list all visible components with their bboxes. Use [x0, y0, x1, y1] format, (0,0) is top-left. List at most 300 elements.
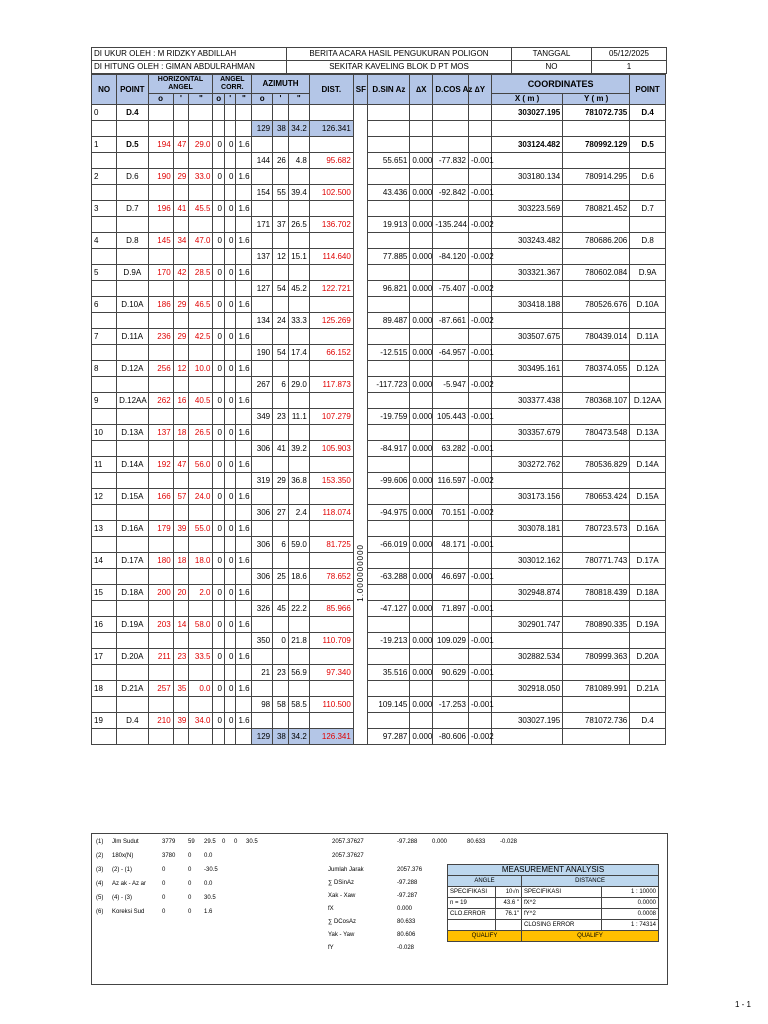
- empty-cell: [117, 505, 148, 521]
- empty-cell: [288, 233, 309, 249]
- empty-cell: [630, 377, 666, 393]
- empty-cell: [148, 601, 173, 617]
- horizontal-angle-min: [173, 105, 189, 121]
- empty-cell: [288, 585, 309, 601]
- angle-corr-min: [224, 105, 236, 121]
- empty-cell: [368, 713, 410, 729]
- empty-cell: [236, 153, 252, 169]
- empty-cell: [224, 121, 236, 137]
- azimuth-min: 27: [273, 505, 289, 521]
- empty-cell: [117, 377, 148, 393]
- horizontal-angle-deg: 166: [148, 489, 173, 505]
- empty-cell: [433, 169, 469, 185]
- empty-cell: [92, 121, 117, 137]
- empty-cell: [273, 201, 289, 217]
- empty-cell: [410, 617, 433, 633]
- empty-cell: [189, 697, 213, 713]
- unit-min: ': [224, 94, 236, 105]
- angle-corr-min: 0: [224, 617, 236, 633]
- empty-cell: [213, 377, 225, 393]
- horizontal-angle-deg: 256: [148, 361, 173, 377]
- empty-cell: [410, 393, 433, 409]
- date-value: 05/12/2025: [592, 48, 667, 61]
- point-no: 19: [92, 713, 117, 729]
- empty-cell: [492, 377, 563, 393]
- empty-cell: [173, 217, 189, 233]
- total-distance: 2057.37627: [332, 839, 364, 845]
- summary-c: 1.6: [204, 909, 213, 915]
- point-row: [92, 681, 666, 697]
- empty-cell: [213, 697, 225, 713]
- point-row: [92, 233, 666, 249]
- angle-corr-sec: 1.6: [236, 457, 252, 473]
- empty-cell: [224, 569, 236, 585]
- d-sin-az: -66.019: [368, 537, 410, 553]
- empty-cell: [236, 281, 252, 297]
- empty-cell: [630, 249, 666, 265]
- horizontal-angle-min: 29: [173, 169, 189, 185]
- empty-cell: [117, 729, 148, 745]
- coord-y: 780890.335: [563, 617, 630, 633]
- horizontal-angle-sec: 42.5: [189, 329, 213, 345]
- empty-cell: [213, 345, 225, 361]
- empty-cell: [368, 489, 410, 505]
- empty-cell: [148, 537, 173, 553]
- point-name: D.16A: [117, 521, 148, 537]
- empty-cell: [92, 537, 117, 553]
- point-name-right: D.15A: [630, 489, 666, 505]
- point-name: D.19A: [117, 617, 148, 633]
- summary-panel: [91, 833, 668, 985]
- empty-cell: [117, 345, 148, 361]
- horizontal-angle-min: 39: [173, 713, 189, 729]
- empty-cell: [563, 345, 630, 361]
- angle-corr-sec: 1.6: [236, 585, 252, 601]
- point-name-right: D.21A: [630, 681, 666, 697]
- point-name-right: D.19A: [630, 617, 666, 633]
- angle-corr-min: 0: [224, 329, 236, 345]
- azimuth-deg: 326: [252, 601, 273, 617]
- empty-cell: [224, 537, 236, 553]
- horizontal-angle-sec: 29.0: [189, 137, 213, 153]
- point-name-right: D.18A: [630, 585, 666, 601]
- empty-cell: [224, 409, 236, 425]
- empty-cell: [213, 249, 225, 265]
- empty-cell: [189, 441, 213, 457]
- angle-corr-deg: 0: [213, 137, 225, 153]
- delta-x: 0.000: [410, 569, 433, 585]
- angle-corr-sec: 1.6: [236, 393, 252, 409]
- empty-cell: [236, 441, 252, 457]
- coord-x: 302901.747: [492, 617, 563, 633]
- angle-corr-min: 0: [224, 649, 236, 665]
- empty-cell: [236, 665, 252, 681]
- leg-row: [92, 249, 666, 265]
- empty-cell: [288, 137, 309, 153]
- point-name: D.6: [117, 169, 148, 185]
- distance: 153.350: [309, 473, 353, 489]
- delta-y: -0.002: [468, 729, 491, 745]
- empty-cell: [288, 361, 309, 377]
- empty-cell: [410, 169, 433, 185]
- col-coordinates: COORDINATES: [492, 75, 630, 94]
- point-name-right: D.7: [630, 201, 666, 217]
- empty-cell: [236, 633, 252, 649]
- delta-y: [468, 121, 491, 137]
- empty-cell: [309, 361, 353, 377]
- empty-cell: [468, 553, 491, 569]
- azimuth-sec: 58.5: [288, 697, 309, 713]
- empty-cell: [309, 329, 353, 345]
- empty-cell: [309, 233, 353, 249]
- azimuth-min: 12: [273, 249, 289, 265]
- azimuth-sec: 2.4: [288, 505, 309, 521]
- coord-x: 303173.156: [492, 489, 563, 505]
- distance: 110.709: [309, 633, 353, 649]
- delta-y: -0.001: [468, 665, 491, 681]
- delta-x: 0.000: [410, 665, 433, 681]
- horizontal-angle-sec: 24.0: [189, 489, 213, 505]
- point-row: [92, 393, 666, 409]
- empty-cell: [563, 249, 630, 265]
- empty-cell: [224, 473, 236, 489]
- empty-cell: [213, 281, 225, 297]
- d-sin-az: -12.515: [368, 345, 410, 361]
- closing-error-angle: 76.1": [496, 909, 522, 920]
- empty-cell: [288, 681, 309, 697]
- empty-cell: [288, 457, 309, 473]
- empty-cell: [148, 249, 173, 265]
- angle-corr-min: 0: [224, 425, 236, 441]
- leg-row: [92, 601, 666, 617]
- empty-cell: [288, 649, 309, 665]
- report-title: BERITA ACARA HASIL PENGUKURAN POLIGON: [287, 48, 512, 61]
- point-no: 17: [92, 649, 117, 665]
- empty-cell: [630, 505, 666, 521]
- empty-cell: [309, 425, 353, 441]
- point-no: 14: [92, 553, 117, 569]
- point-name: D.13A: [117, 425, 148, 441]
- azimuth-min: 54: [273, 345, 289, 361]
- empty-cell: [252, 457, 273, 473]
- angle-corr-sec: [236, 105, 252, 121]
- horizontal-angle-min: 47: [173, 137, 189, 153]
- summary-n: (3): [96, 867, 104, 873]
- empty-cell: [630, 569, 666, 585]
- point-name-right: D.14A: [630, 457, 666, 473]
- summary-label: Jlm Sudut: [112, 839, 139, 845]
- leg-row: [92, 281, 666, 297]
- empty-cell: [213, 537, 225, 553]
- delta-y: -0.001: [468, 569, 491, 585]
- azimuth-sec: 33.3: [288, 313, 309, 329]
- delta-x: [410, 121, 433, 137]
- scale-factor-value: 1.000000000: [355, 544, 365, 602]
- point-row: [92, 137, 666, 153]
- summary-b: 59: [188, 839, 195, 845]
- empty-cell: [433, 553, 469, 569]
- point-name-right: D.5: [630, 137, 666, 153]
- azimuth-min: 38: [273, 121, 289, 137]
- coord-x: 303078.181: [492, 521, 563, 537]
- empty-cell: [117, 217, 148, 233]
- d-sin-az: -94.975: [368, 505, 410, 521]
- empty-cell: [468, 489, 491, 505]
- angle-corr-deg: 0: [213, 617, 225, 633]
- azimuth-deg: 129: [252, 729, 273, 745]
- distance-spec-value: 1 : 10000: [602, 887, 659, 898]
- azimuth-deg: 349: [252, 409, 273, 425]
- delta-x: 0.000: [410, 409, 433, 425]
- delta-x: 0.000: [410, 601, 433, 617]
- horizontal-angle-min: 29: [173, 297, 189, 313]
- delta-y: -0.001: [468, 633, 491, 649]
- summary-c: 0.0: [204, 853, 213, 859]
- leg-row: [92, 153, 666, 169]
- azimuth-deg: 21: [252, 665, 273, 681]
- point-name-right: D.17A: [630, 553, 666, 569]
- horizontal-angle-sec: 40.5: [189, 393, 213, 409]
- azimuth-sec: 45.2: [288, 281, 309, 297]
- leg-row: [92, 313, 666, 329]
- empty-cell: [410, 201, 433, 217]
- angle-corr-min: 0: [224, 713, 236, 729]
- summary-b: 0: [188, 909, 192, 915]
- empty-cell: [173, 665, 189, 681]
- calculator-label: DI HITUNG OLEH : GIMAN ABDULRAHMAN: [92, 61, 287, 74]
- calc-label: ∑ DSinAz: [328, 880, 354, 886]
- point-no: 8: [92, 361, 117, 377]
- empty-cell: [92, 185, 117, 201]
- empty-cell: [189, 505, 213, 521]
- distance: 110.500: [309, 697, 353, 713]
- distance: 97.340: [309, 665, 353, 681]
- empty-cell: [213, 569, 225, 585]
- empty-cell: [288, 169, 309, 185]
- summary-b: 0: [188, 881, 192, 887]
- point-name-right: D.4: [630, 713, 666, 729]
- delta-x: 0.000: [410, 281, 433, 297]
- angle-corr-sec: 1.6: [236, 201, 252, 217]
- d-sin-az: 77.885: [368, 249, 410, 265]
- fx2-value: 0.0000: [602, 898, 659, 909]
- empty-cell: [117, 185, 148, 201]
- empty-cell: [433, 393, 469, 409]
- empty-cell: [630, 473, 666, 489]
- angle-corr-deg: 0: [213, 521, 225, 537]
- horizontal-angle-deg: 257: [148, 681, 173, 697]
- delta-y: -0.002: [468, 505, 491, 521]
- empty-cell: [224, 281, 236, 297]
- horizontal-angle-sec: 47.0: [189, 233, 213, 249]
- calc-label: fX: [328, 906, 334, 912]
- point-no: 18: [92, 681, 117, 697]
- empty-cell: [492, 153, 563, 169]
- d-sin-az: -47.127: [368, 601, 410, 617]
- empty-cell: [252, 137, 273, 153]
- empty-cell: [189, 537, 213, 553]
- d-sin-az: -117.723: [368, 377, 410, 393]
- empty-cell: [433, 489, 469, 505]
- d-sin-az: -84.917: [368, 441, 410, 457]
- azimuth-min: 45: [273, 601, 289, 617]
- empty-cell: [213, 185, 225, 201]
- coord-x: 302882.534: [492, 649, 563, 665]
- empty-cell: [236, 121, 252, 137]
- angle-corr-sec: 1.6: [236, 425, 252, 441]
- empty-cell: [410, 105, 433, 121]
- coord-y: 781089.991: [563, 681, 630, 697]
- empty-cell: [173, 569, 189, 585]
- delta-x: 0.000: [410, 537, 433, 553]
- horizontal-angle-min: 16: [173, 393, 189, 409]
- d-cos-az: -135.244: [433, 217, 469, 233]
- empty-cell: [468, 297, 491, 313]
- summary-a: 0: [162, 881, 166, 887]
- empty-cell: [468, 329, 491, 345]
- empty-cell: [224, 729, 236, 745]
- empty-cell: [189, 153, 213, 169]
- empty-cell: [273, 585, 289, 601]
- delta-y: -0.001: [468, 345, 491, 361]
- empty-cell: [410, 425, 433, 441]
- empty-cell: [309, 617, 353, 633]
- angle-corr-deg: 0: [213, 169, 225, 185]
- empty-cell: [273, 233, 289, 249]
- angle-corr-deg: 0: [213, 297, 225, 313]
- empty-cell: [468, 393, 491, 409]
- empty-cell: [410, 713, 433, 729]
- empty-cell: [492, 473, 563, 489]
- delta-y: -0.001: [468, 153, 491, 169]
- empty-cell: [468, 713, 491, 729]
- empty-cell: [563, 153, 630, 169]
- fx2-label: fX^2: [522, 898, 602, 909]
- empty-cell: [433, 425, 469, 441]
- empty-cell: [213, 217, 225, 233]
- azimuth-min: 6: [273, 537, 289, 553]
- empty-cell: [224, 313, 236, 329]
- empty-cell: [148, 505, 173, 521]
- empty-cell: [117, 249, 148, 265]
- empty-cell: [173, 249, 189, 265]
- empty-cell: [117, 313, 148, 329]
- empty-cell: [492, 729, 563, 745]
- angle-corr-deg: [213, 105, 225, 121]
- azimuth-sec: 4.8: [288, 153, 309, 169]
- empty-cell: [288, 617, 309, 633]
- empty-cell: [309, 521, 353, 537]
- horizontal-angle-deg: 192: [148, 457, 173, 473]
- empty-cell: [410, 361, 433, 377]
- empty-cell: [492, 313, 563, 329]
- d-cos-az: -87.661: [433, 313, 469, 329]
- empty-cell: [92, 377, 117, 393]
- closing-error-label: CLOSING ERROR: [522, 920, 602, 931]
- d-sin-az: 109.145: [368, 697, 410, 713]
- horizontal-angle-sec: 56.0: [189, 457, 213, 473]
- coord-y: 780374.055: [563, 361, 630, 377]
- empty-cell: [236, 505, 252, 521]
- angle-corr-min: 0: [224, 681, 236, 697]
- analysis-distance-header: DISTANCE: [522, 876, 659, 887]
- empty-cell: [309, 265, 353, 281]
- d-cos-az: -84.120: [433, 249, 469, 265]
- leg-row: [92, 665, 666, 681]
- point-name-right: D.13A: [630, 425, 666, 441]
- point-name: D.4: [117, 105, 148, 121]
- summary-c: 0.0: [204, 881, 213, 887]
- empty-cell: [148, 377, 173, 393]
- leg-row: [92, 217, 666, 233]
- empty-cell: [273, 137, 289, 153]
- surveyor-label: DI UKUR OLEH : M RIDZKY ABDILLAH: [92, 48, 287, 61]
- azimuth-deg: 190: [252, 345, 273, 361]
- horizontal-angle-deg: 179: [148, 521, 173, 537]
- empty-cell: [273, 297, 289, 313]
- empty-cell: [252, 393, 273, 409]
- point-row: [92, 425, 666, 441]
- empty-cell: [288, 521, 309, 537]
- angle-corr-deg: 0: [213, 457, 225, 473]
- delta-y: -0.002: [468, 281, 491, 297]
- calc-value: 80.606: [397, 932, 416, 938]
- point-no: 12: [92, 489, 117, 505]
- distance: 95.682: [309, 153, 353, 169]
- empty-cell: [433, 521, 469, 537]
- empty-cell: [410, 489, 433, 505]
- azimuth-sec: 34.2: [288, 121, 309, 137]
- point-name: D.14A: [117, 457, 148, 473]
- empty-cell: [213, 473, 225, 489]
- empty-cell: [117, 441, 148, 457]
- empty-cell: [148, 185, 173, 201]
- d-sin-az: 43.436: [368, 185, 410, 201]
- empty-cell: [309, 489, 353, 505]
- horizontal-angle-deg: 196: [148, 201, 173, 217]
- d-cos-az: -92.842: [433, 185, 469, 201]
- empty-cell: [148, 473, 173, 489]
- empty-cell: [189, 377, 213, 393]
- angle-spec-label: SPECIFIKASI: [448, 887, 496, 898]
- empty-cell: [148, 697, 173, 713]
- empty-cell: [368, 521, 410, 537]
- azimuth-sec: 15.1: [288, 249, 309, 265]
- point-row: [92, 649, 666, 665]
- point-name: D.20A: [117, 649, 148, 665]
- coord-y: 780821.452: [563, 201, 630, 217]
- empty-cell: [309, 585, 353, 601]
- empty-cell: [410, 297, 433, 313]
- angle-corr-min: 0: [224, 233, 236, 249]
- coord-x: 303357.679: [492, 425, 563, 441]
- calc-label: fY: [328, 945, 334, 951]
- distance: 105.903: [309, 441, 353, 457]
- empty-cell: [410, 521, 433, 537]
- distance: 117.873: [309, 377, 353, 393]
- d-cos-az: 63.282: [433, 441, 469, 457]
- point-name: D.11A: [117, 329, 148, 345]
- empty-cell: [213, 601, 225, 617]
- d-cos-az: -5.947: [433, 377, 469, 393]
- azimuth-deg: 144: [252, 153, 273, 169]
- horizontal-angle-deg: [148, 105, 173, 121]
- empty-cell: [309, 713, 353, 729]
- point-name-right: D.10A: [630, 297, 666, 313]
- col-angle-corr: ANGEL CORR.: [213, 75, 252, 94]
- empty-cell: [410, 457, 433, 473]
- empty-cell: [368, 105, 410, 121]
